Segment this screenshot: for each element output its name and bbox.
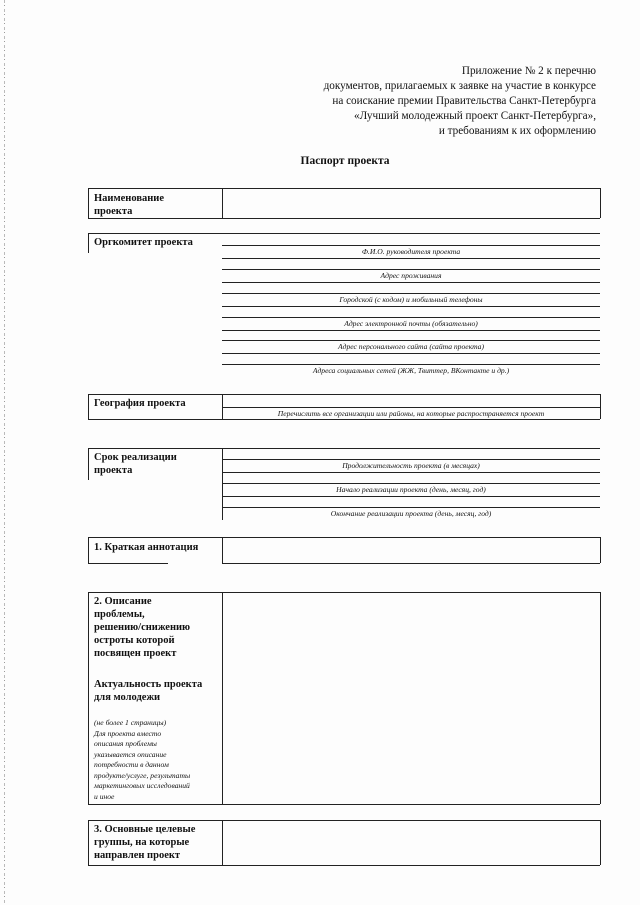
header-line-1: Приложение № 2 к перечню xyxy=(461,65,596,77)
problem-note xyxy=(94,718,190,802)
note-line-8: и иное xyxy=(94,791,115,801)
header-line-2: документов, прилагаемых к заявке на участие в конкурсе xyxy=(323,80,596,92)
problem-label-1: 2. Описание xyxy=(94,596,152,607)
geo-caption: Перечислить все организации или районы, на которые распространяется проект xyxy=(277,409,545,418)
appendix-header xyxy=(236,64,596,139)
header-line-4: «Лучший молодежный проект Санкт-Петербурга», xyxy=(353,110,596,122)
problem-label-5: посвящен проект xyxy=(94,648,177,659)
social-field[interactable] xyxy=(222,354,600,363)
note-line-5: потребности в данном xyxy=(94,760,169,769)
header-line-3: на соискание премии Правительства Санкт-Петербурга xyxy=(332,95,596,107)
problem-description-field[interactable] xyxy=(224,594,598,802)
org-label: Оргкомитет проекта xyxy=(94,237,193,248)
annotation-label: 1. Краткая аннотация xyxy=(94,542,199,553)
geo-label: География проекта xyxy=(94,398,186,409)
page-title: Паспорт проекта xyxy=(300,155,390,167)
phones-field[interactable] xyxy=(222,283,600,292)
org-caption-phones: Городской (с кодом) и мобильный телефоны xyxy=(339,295,483,304)
annotation-field[interactable] xyxy=(224,539,598,561)
org-caption-social: Адреса социальных сетей (ЖЖ, Твиттер, ВКонтакте и др.) xyxy=(312,366,510,375)
note-line-2: Для проекта вместо xyxy=(94,728,162,738)
problem-label-3: решению/снижению xyxy=(94,622,191,633)
targets-label-3: направлен проект xyxy=(94,850,181,861)
problem-label-2: проблемы, xyxy=(94,609,145,620)
geography-field[interactable] xyxy=(224,395,598,406)
head-fio-field[interactable] xyxy=(222,234,600,244)
email-field[interactable] xyxy=(222,307,600,316)
note-line-3: описания проблемы xyxy=(94,739,157,748)
start-date-field[interactable] xyxy=(224,473,598,482)
targets-label-1: 3. Основные целевые xyxy=(94,824,196,835)
relevance-label-1: Актуальность проекта xyxy=(94,679,203,690)
note-line-6: продукте/услуге, результаты xyxy=(94,770,191,780)
org-caption-address: Адрес проживания xyxy=(380,271,442,280)
name-label-2: проекта xyxy=(94,206,133,217)
website-field[interactable] xyxy=(222,331,600,339)
term-caption-start: Начало реализации проекта (день, месяц, год) xyxy=(336,485,486,494)
org-caption-site: Адрес персонального сайта (сайта проекта) xyxy=(337,342,485,351)
relevance-label-2: для молодежи xyxy=(94,692,161,703)
term-label-1: Срок реализации xyxy=(94,452,177,463)
name-label-1: Наименование xyxy=(94,193,164,204)
note-line-4: указывается описание xyxy=(94,749,167,759)
term-caption-duration: Продолжительность проекта (в месяцах) xyxy=(342,461,480,470)
note-line-1: (не более 1 страницы) xyxy=(94,718,167,727)
duration-field[interactable] xyxy=(224,449,598,458)
org-caption-fio: Ф.И.О. руководителя проекта xyxy=(361,247,461,256)
target-groups-field[interactable] xyxy=(224,822,598,863)
org-caption-email: Адрес электронной почты (обязательно) xyxy=(344,319,478,328)
scan-edge xyxy=(4,0,5,905)
term-caption-end: Окончание реализации проекта (день, месяц, год) xyxy=(330,509,492,518)
targets-label-2: группы, на которые xyxy=(94,837,190,848)
header-line-5: и требованиям к их оформлению xyxy=(438,125,596,137)
problem-label-4: остроты которой xyxy=(94,635,175,646)
end-date-field[interactable] xyxy=(224,497,598,506)
note-line-7: маркетинговых исследований xyxy=(94,781,190,790)
address-field[interactable] xyxy=(222,259,600,268)
term-label-2: проекта xyxy=(94,465,133,476)
project-name-field[interactable] xyxy=(224,190,598,216)
